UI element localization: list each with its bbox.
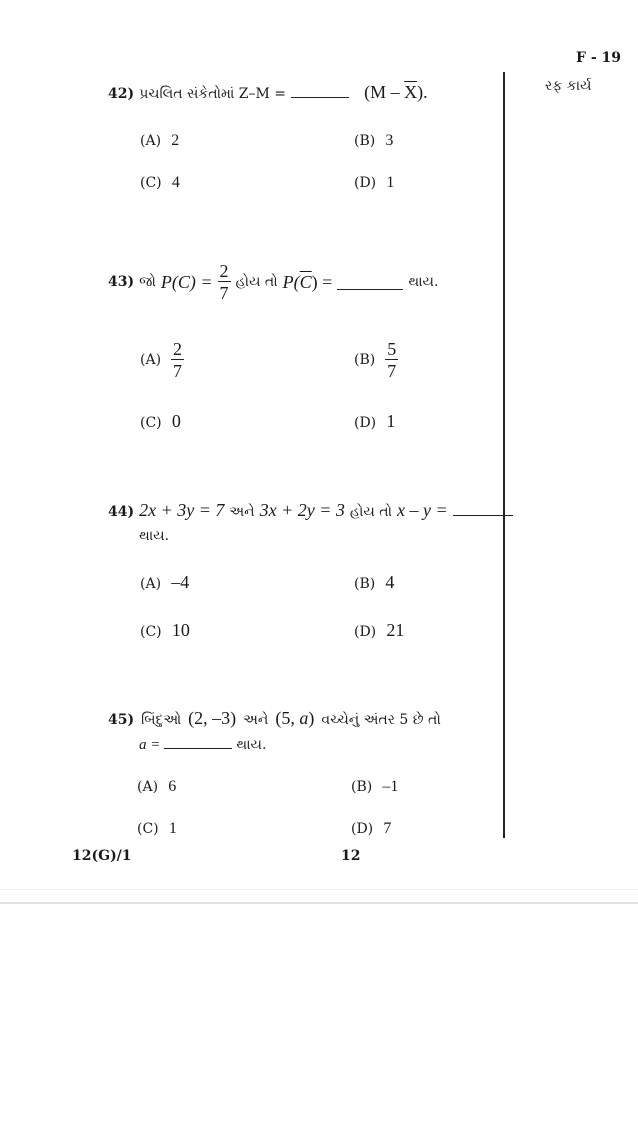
option-42-a: (A) 2 xyxy=(140,132,180,149)
answer-blank xyxy=(291,83,349,98)
rough-work-divider xyxy=(503,72,505,838)
question-number: 44) xyxy=(108,504,135,520)
question-text-end: થાય. xyxy=(236,737,267,753)
question-text-and: અને xyxy=(243,712,269,728)
question-45-line2 xyxy=(139,734,266,754)
math-rhs: $P(\overline{C})$ = xyxy=(282,271,333,292)
question-text-mid: હોય તો xyxy=(235,274,278,290)
point-1: (2, –3) xyxy=(188,708,237,728)
equation-1: 2x + 3y = 7 xyxy=(139,500,225,520)
option-43-c: (C) 0 xyxy=(140,411,181,431)
page-number: 12 xyxy=(341,848,361,864)
option-44-a: (A) –4 xyxy=(140,572,190,592)
answer-blank xyxy=(337,275,403,290)
option-45-a: (A) 6 xyxy=(137,778,177,795)
page-code: F - 19 xyxy=(576,50,621,66)
option-44-d: (D) 21 xyxy=(354,620,405,640)
answer-blank xyxy=(453,501,513,516)
math-lhs: P(C) = xyxy=(160,271,213,292)
point-2: (5, a) xyxy=(275,708,315,728)
option-45-b: (B) –1 xyxy=(351,778,399,795)
question-number: 42) xyxy=(108,86,135,102)
question-text-points: બિંદુઓ xyxy=(141,712,182,728)
expression: $(M - \overline{X})$. xyxy=(364,82,428,102)
question-text: પ્રચલિત સંકેતોમાં Z–M = xyxy=(139,86,286,102)
question-44 xyxy=(108,500,513,521)
equation-2: 3x + 2y = 3 xyxy=(259,500,345,520)
option-44-b: (B) 4 xyxy=(354,572,395,592)
question-ask: x – y = xyxy=(397,500,448,520)
option-42-d: (D) 1 xyxy=(354,174,395,191)
option-42-c: (C) 4 xyxy=(140,174,180,191)
question-number: 45) xyxy=(108,712,135,728)
question-text-mid: હોય તો xyxy=(349,504,393,520)
option-45-d: (D) 7 xyxy=(351,820,392,837)
option-43-b: (B) $\frac{5}{7}$ xyxy=(354,339,397,381)
fraction: $\frac{2}{7}$ xyxy=(219,261,229,303)
answer-blank xyxy=(164,734,232,749)
rough-work-label: રફ કાર્ય xyxy=(545,78,592,94)
page-edge-shadow xyxy=(0,889,638,890)
option-42-b: (B) 3 xyxy=(354,132,394,149)
footer-code: 12(G)/1 xyxy=(72,848,132,864)
question-43 xyxy=(108,262,438,302)
question-ask: a = xyxy=(139,737,161,753)
question-number: 43) xyxy=(108,274,135,290)
question-45 xyxy=(108,708,441,729)
question-text-rest: વચ્ચેનું અંતર 5 છે તો xyxy=(321,712,441,728)
question-text-end: થાય. xyxy=(408,274,439,290)
option-44-c: (C) 10 xyxy=(140,620,190,640)
question-text-if: જો xyxy=(139,274,156,290)
option-45-c: (C) 1 xyxy=(137,820,177,837)
question-44-line2: થાય. xyxy=(139,528,170,544)
question-42 xyxy=(108,82,428,103)
option-43-d: (D) 1 xyxy=(354,411,396,431)
option-43-a: (A) $\frac{2}{7}$ xyxy=(140,339,183,381)
question-text-and: અને xyxy=(229,504,255,520)
page-bottom-edge xyxy=(0,902,638,904)
